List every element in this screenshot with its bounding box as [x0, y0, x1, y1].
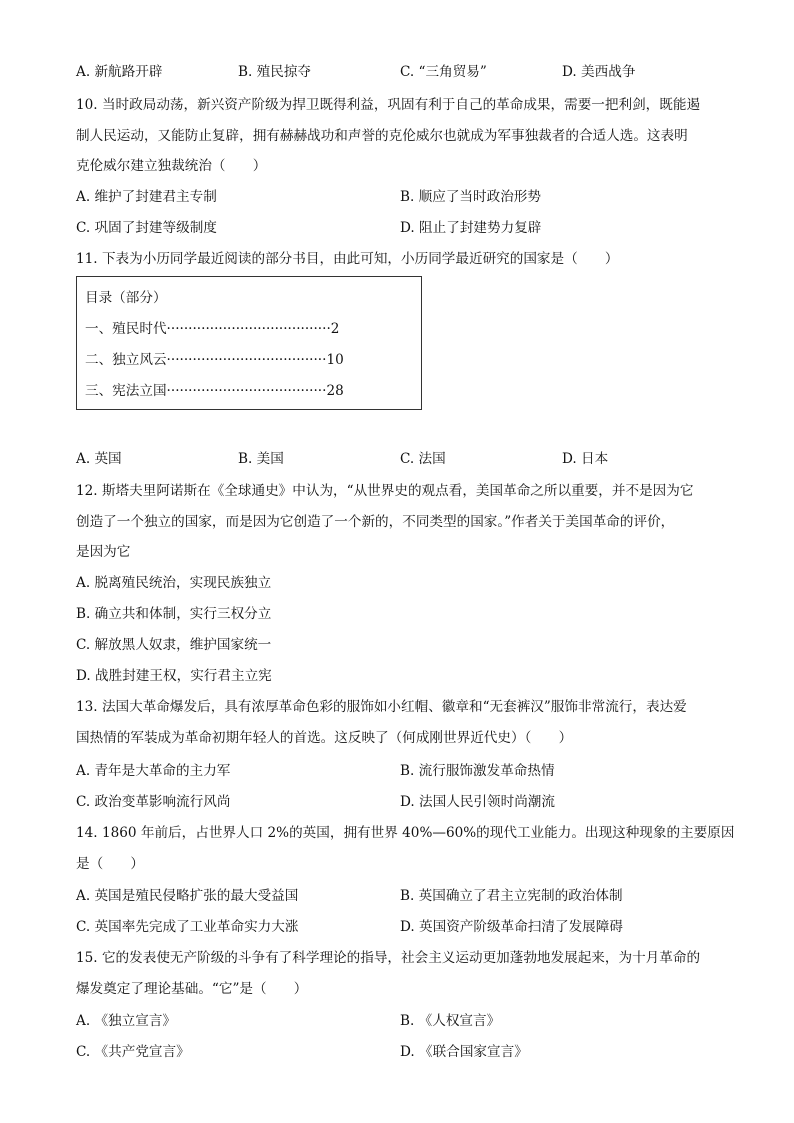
toc-item: 一、殖民时代······································2: [85, 321, 340, 337]
toc-item: 三、宪法立国·····································28: [85, 383, 344, 399]
q14-option-a: A. 英国是殖民侵略扩张的最大受益国: [76, 888, 299, 904]
q10-option-d: D. 阻止了封建势力复辟: [400, 220, 542, 236]
q11-stem: 11. 下表为小历同学最近阅读的部分书目，由此可知，小历同学最近研究的国家是（ ）: [76, 251, 619, 267]
q12-stem-line-1: 12. 斯塔夫里阿诺斯在《全球通史》中认为，“从世界史的观点看，美国革命之所以重要，并不是因为它: [76, 483, 694, 499]
q13-option-b: B. 流行服饰激发革命热情: [400, 763, 555, 779]
q13-stem-line-2: 国热情的军装成为革命初期年轻人的首选。这反映了（何成刚世界近代史）（ ）: [76, 730, 573, 746]
q14-stem-line-2: 是（ ）: [76, 856, 144, 872]
q13-option-a: A. 青年是大革命的主力军: [76, 763, 231, 779]
toc-item: 二、独立风云·····································10: [85, 352, 344, 368]
q12-option-d: D. 战胜封建王权，实行君主立宪: [76, 668, 272, 684]
q10-stem-line-1: 10. 当时政局动荡，新兴资产阶级为捍卫既得利益，巩固有利于自己的革命成果，需要一把利剑，既能遏: [76, 97, 701, 113]
q13-option-d: D. 法国人民引领时尚潮流: [400, 794, 555, 810]
q15-stem-line-1: 15. 它的发表使无产阶级的斗争有了科学理论的指导，社会主义运动更加蓬勃地发展起来，为十月革命的: [76, 950, 701, 966]
q15-option-d: D. 《联合国家宣言》: [400, 1044, 528, 1060]
q15-option-c: C. 《共产党宣言》: [76, 1044, 190, 1060]
q10-option-b: B. 顺应了当时政治形势: [400, 189, 541, 205]
q11-option-a: A. 英国: [76, 451, 122, 467]
q15-stem-line-2: 爆发奠定了理论基础。“它”是（ ）: [76, 981, 308, 997]
q15-option-b: B. 《人权宣言》: [400, 1013, 501, 1029]
q10-stem-line-2: 制人民运动，又能防止复辟，拥有赫赫战功和声誉的克伦威尔也就成为军事独裁者的合适人选。这表明: [76, 128, 688, 144]
q12-stem-line-3: 是因为它: [76, 544, 131, 560]
q11-option-b: B. 美国: [238, 451, 284, 467]
q14-stem-line-1: 14. 1860 年前后，占世界人口 2%的英国，拥有世界 40%—60%的现代工业能力。出现这种现象的主要原因: [76, 825, 735, 841]
q12-stem-line-2: 创造了一个独立的国家，而是因为它创造了一个新的，不同类型的国家。”作者关于美国革命的评价，: [76, 514, 675, 530]
q12-option-c: C. 解放黑人奴隶，维护国家统一: [76, 637, 272, 653]
q13-option-c: C. 政治变革影响流行风尚: [76, 794, 231, 810]
q9-option-b: B. 殖民掠夺: [238, 64, 312, 80]
q14-option-b: B. 英国确立了君主立宪制的政治体制: [400, 888, 623, 904]
q11-option-d: D. 日本: [562, 451, 609, 467]
q10-stem-line-3: 克伦威尔建立独裁统治（ ）: [76, 158, 267, 174]
toc-title: 目录（部分）: [85, 290, 167, 306]
q15-option-a: A. 《独立宣言》: [76, 1013, 177, 1029]
q9-option-d: D. 美西战争: [562, 64, 636, 80]
q10-option-c: C. 巩固了封建等级制度: [76, 220, 217, 236]
q13-stem-line-1: 13. 法国大革命爆发后，具有浓厚革命色彩的服饰如小红帽、徽章和“无套裤汉”服饰非常流行，表达爱: [76, 699, 687, 715]
q11-option-c: C. 法国: [400, 451, 446, 467]
table-of-contents-box: [76, 276, 422, 410]
q10-option-a: A. 维护了封建君主专制: [76, 189, 217, 205]
q14-option-d: D. 英国资产阶级革命扫清了发展障碍: [400, 919, 623, 935]
q9-option-a: A. 新航路开辟: [76, 64, 163, 80]
q14-option-c: C. 英国率先完成了工业革命实力大涨: [76, 919, 299, 935]
q9-option-c: C. “三角贸易”: [400, 64, 487, 80]
q12-option-b: B. 确立共和体制，实行三权分立: [76, 606, 272, 622]
q12-option-a: A. 脱离殖民统治，实现民族独立: [76, 575, 272, 591]
